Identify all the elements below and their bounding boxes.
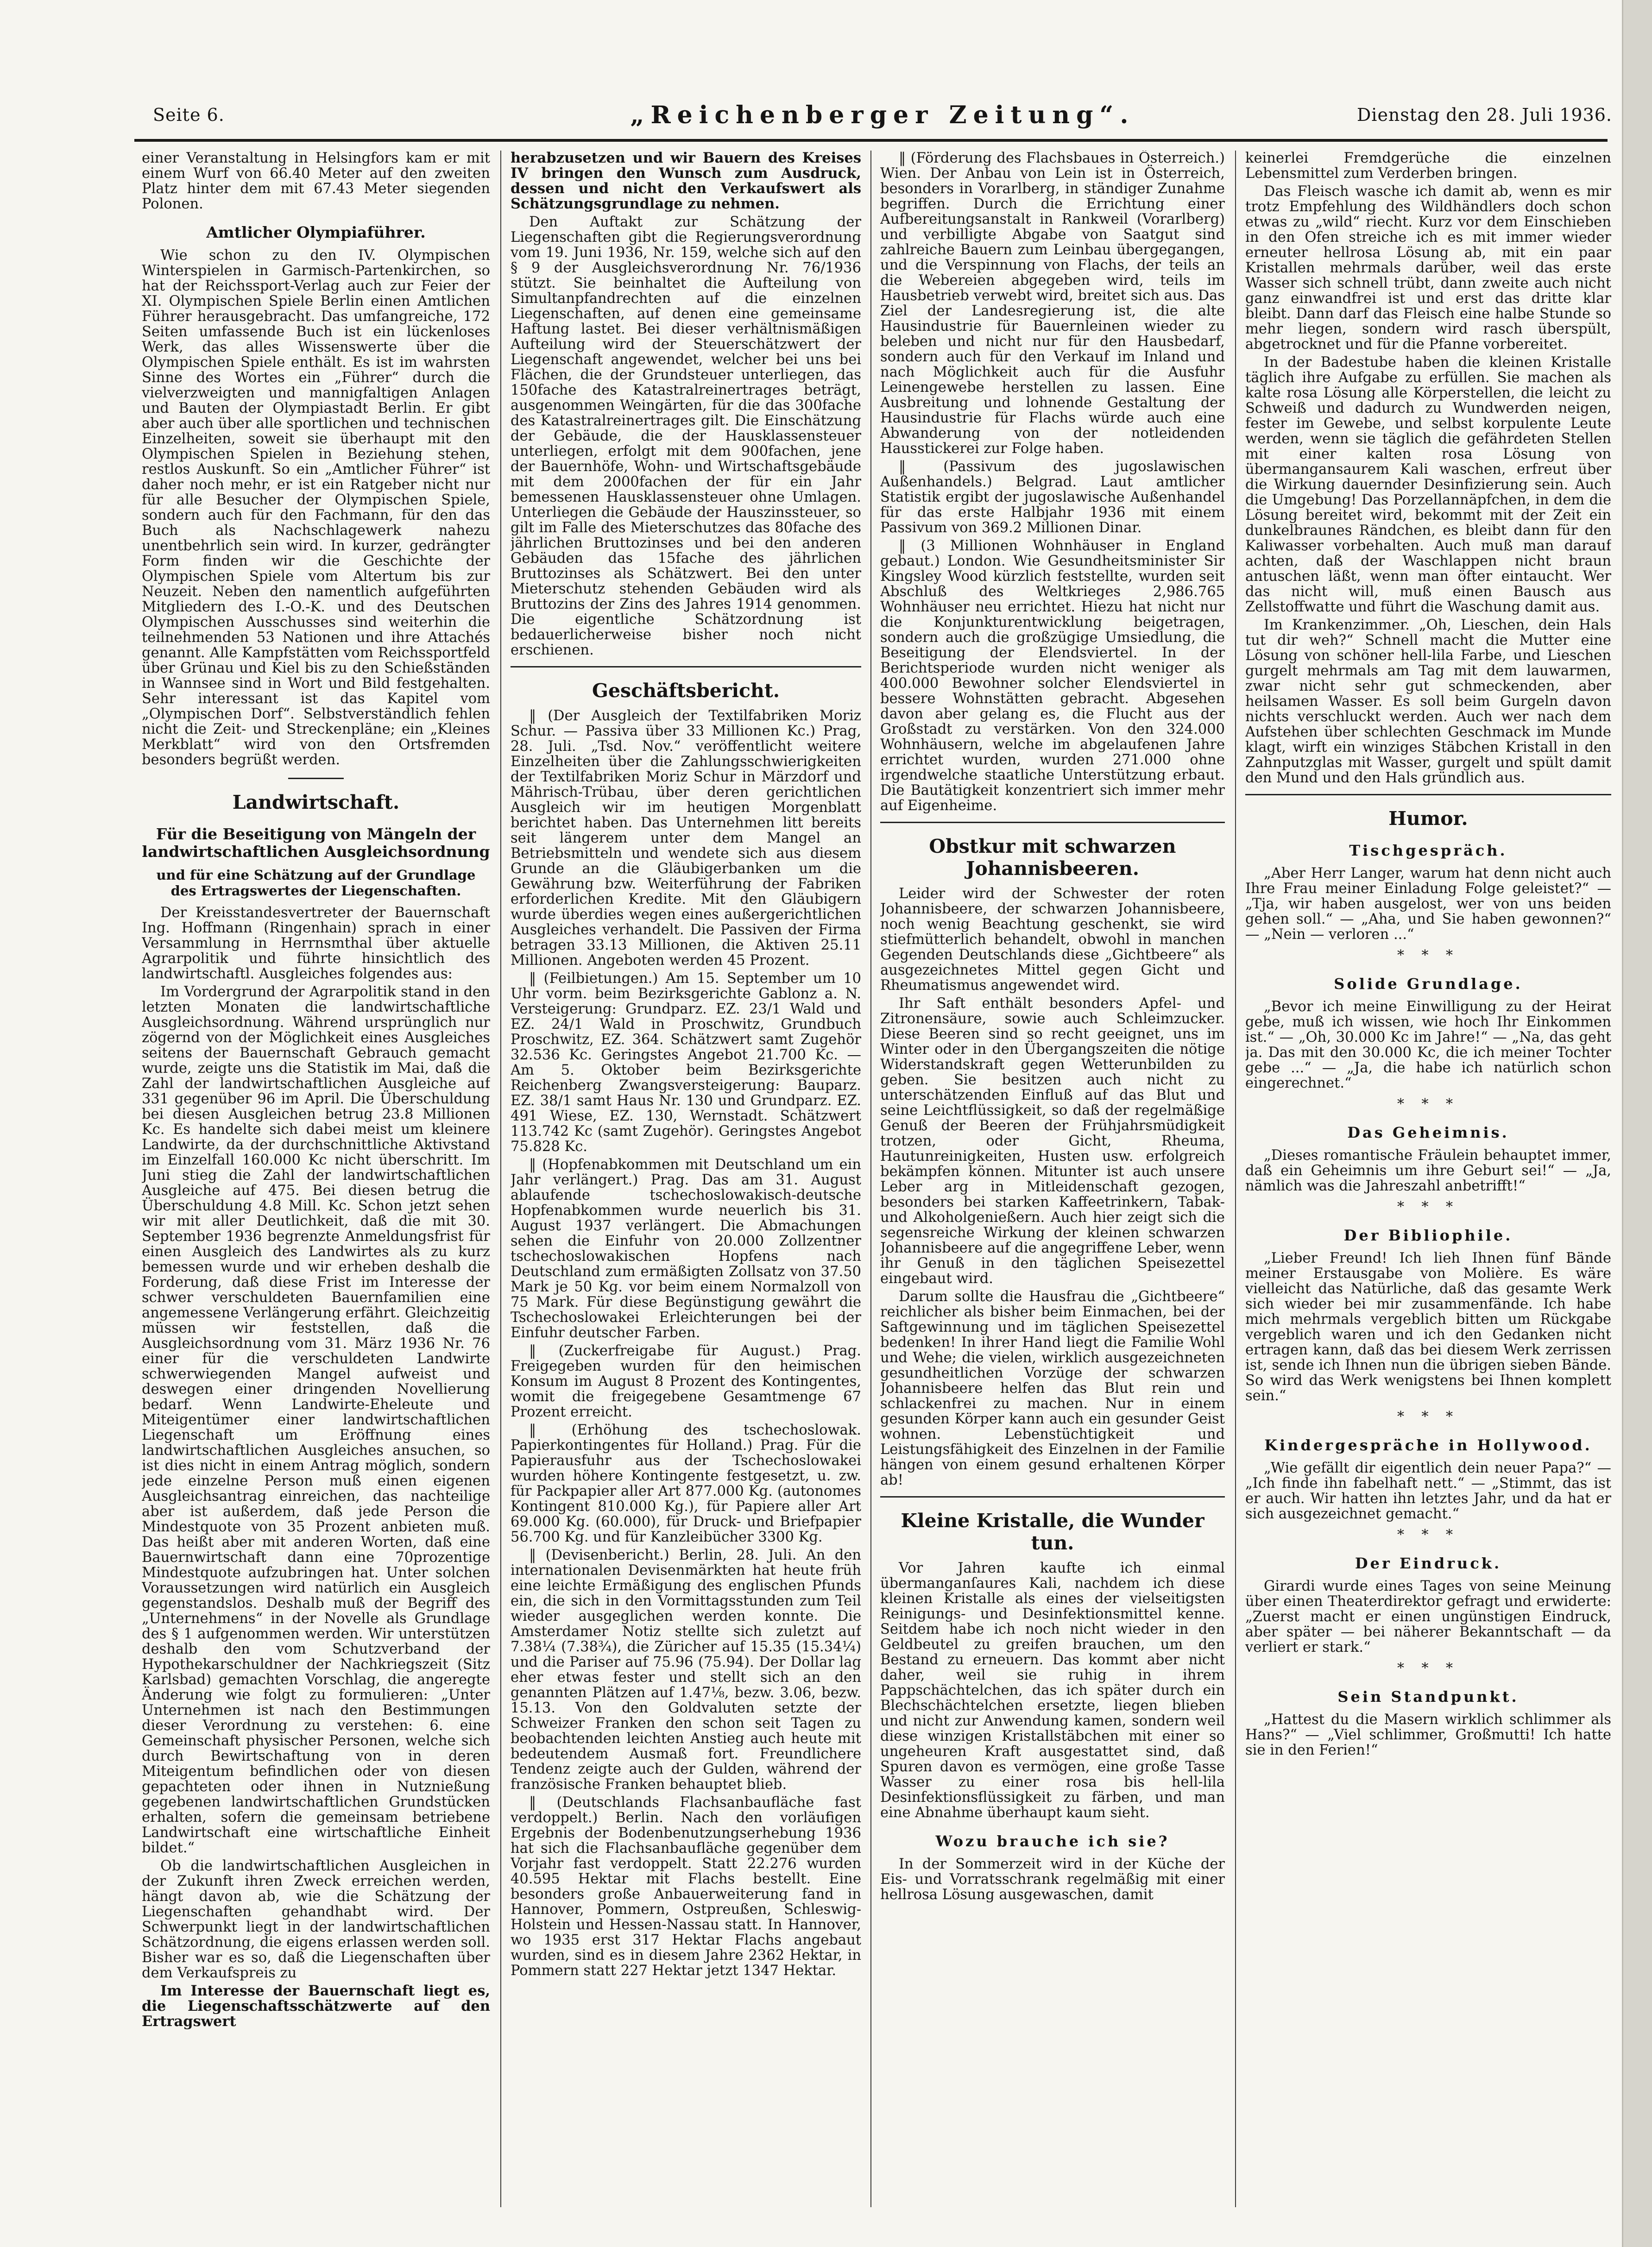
joke-text: „Bevor ich meine Einwilligung zu der Heirat gebe, muß ich wissen, wie hoch Ihr Einkommen ist.“ — „Oh, 30.000 Kc im Jahre!“ — „Na, das geht ja. Das mit den 30.000 Kc, die ich meiner Tochter gebe ...“ — „Ja, die habe ich natürlich schon eingerechnet.“ [1245,999,1611,1091]
headline-olympiafuehrer: Amtlicher Olympiaführer. [206,223,426,241]
headline-obstkur: Obstkur mit schwarzen Johannisbeeren. [929,835,1176,880]
newspaper-title: „Reichenberger Zeitung“. [630,101,1135,129]
business-item: ‖ (3 Millionen Wohnhäuser in England gebaut.) London. Wie Gesundheitsminister Sir Kingsley Wood kürzlich feststellte, wurden seit Abschluß des Weltkrieges 2,986.765 Wohnhäuser neu errichtet. Hiezu hat nicht nur die Konjunkturentwicklung beigetragen, sondern auch die großzügige Umsiedlung, die Beseitigung der Elendsviertel. In der Berichtsperiode wurden nicht weniger als 400.000 Bewohner solcher Elendsviertel in bessere Wohnstätten gebracht. Abgesehen davon aber gelang es, die Flucht aus der Großstadt zu verstärken. Von den 324.000 Wohnhäusern, welche im abgelaufenen Jahre errichtet wurden, wurden 271.000 ohne irgendwelche staatliche Unterstützung erbaut. Die Bautätigkeit konzentriert sich immer mehr auf Eigenheime. [880,538,1225,814]
joke-title: Kindergespräche in Hollywood. [1264,1436,1592,1454]
joke-text: Girardi wurde eines Tages von seine Meinung über einen Theaterdirektor gefragt und erwiderte: „Zuerst macht er einen ungünstigen Eindruck, aber später — bei näherer Bekanntschaft — da verliert er stark.“ [1245,1578,1611,1655]
column-4 [1245,151,1611,2207]
scan-margin-strip [1622,0,1652,2247]
article-text: Im Vordergrund der Agrarpolitik stand in den letzten Monaten die landwirtschaftliche Ausgleichsordnung. Während ursprünglich nur zögernd von der Möglichkeit eines Ausgleiches seitens der Bauernschaft Gebrauch gemacht wurde, zeigte uns die Statistik im Mai, daß die Zahl der landwirtschaftlichen Ausgleiche auf 331 gegenüber 96 im April. Die Überschuldung bei diesen Ausgleichen betrug 23.8 Millionen Kc. Es handelte sich dabei meist um kleinere Landwirte, da der durchschnittliche Aktivstand im Einzelfall 160.000 Kc nicht überschritt. Im Juni stieg die Zahl der landwirtschaftlichen Ausgleiche auf 475. Bei diesen betrug die Überschuldung 4.8 Mill. Kc. Schon jetzt sehen wir mit aller Deutlichkeit, daß die mit 30. September 1936 begrenzte Anmeldungsfrist für einen Ausgleich des Landwirtes als zu kurz bemessen wurde und wir erheben deshalb die Forderung, daß diese Frist im Interesse der schwer verschuldeten Bauernfamilien eine angemessene Verlängerung erfährt. Gleichzeitig müssen wir feststellen, daß die Ausgleichsordnung vom 31. März 1936 Nr. 76 einer für die verschuldeten Landwirte schwerwiegenden Mangel aufweist und deswegen einer dringenden Novellierung bedarf. Wenn Landwirte-Eheleute und Miteigentümer einer landwirtschaftlichen Liegenschaft um Eröffnung eines landwirtschaftlichen Ausgleiches ansuchen, so ist dies nicht in einem Antrag möglich, sondern jede einzelne Person muß einen eigenen Ausgleichsantrag einreichen, das nachteilige aber ist außerdem, daß jede Person die Mindestquote von 35 Prozent anbieten muß. Das heißt aber mit anderen Worten, daß eine Bauernwirtschaft dann eine 70prozentige Mindestquote aufzubringen hat. Unter solchen Voraussetzungen wird natürlich ein Ausgleich gegenstandslos. Deshalb muß der Begriff des „Unternehmens“ in der Novelle als Grundlage des § 1 aufgenommen werden. Wir unterstützen deshalb den vom Schutzverband der Hypothekarschuldner der Nachkriegszeit (Sitz Karlsbad) gemachten Vorschlag, die angeregte Änderung wie folgt zu formulieren: „Unter Unternehmen ist nach den Bestimmungen dieser Verordnung zu verstehen: 6. eine Gemeinschaft physischer Personen, welche sich durch Bewirtschaftung von in deren Miteigentum befindlichen oder von diesen gepachteten oder ihnen in Nutznießung gegebenen landwirtschaftlichen Grundstücken erhalten, sofern die gemeinsam betriebene Landwirtschaft eine wirtschaftliche Einheit bildet.“ [142,984,490,1856]
article-end-rule [511,666,861,667]
business-item: ‖ (Zuckerfreigabe für August.) Prag. Freigegeben wurden für den heimischen Konsum im August 8 Prozent des Kontingentes, womit die freigegebene Gesamtmenge 67 Prozent erreicht. [511,1343,861,1420]
column-divider [1235,151,1236,2207]
article-text: Der Kreisstandesvertreter der Bauernschaft Ing. Hoffmann (Ringenhain) sprach in einer Versammlung in Herrnsmthal über aktuelle Agrarpolitik und führte hinsichtlich des landwirtschaftl. Ausgleiches folgendes aus: [142,905,490,982]
article-text: In der Sommerzeit wird in der Küche der Eis- und Vorratsschrank regelmäßig mit einer hellrosa Lösung ausgewaschen, damit [880,1856,1225,1903]
joke-title: Der Eindruck. [1355,1555,1502,1572]
section-heading-geschaeftsbericht: Geschäftsbericht. [592,680,780,702]
article-text-bold: Im Interesse der Bauernschaft liegt es, die Liegenschaftsschätzwerte auf den Ertragswert [142,1983,490,2030]
article-text: Ihr Saft enthält besonders Apfel- und Zitronensäure, sowie auch Schleimzucker. Diese Beeren sind so recht geeignet, uns im Winter oder in den Übergangszeiten die nötige Widerstandskraft gegen Wetterunbilden zu geben. Sie besitzen auch nicht zu unterschätzenden Einfluß auf das Blut und seine Leichtflüssigkeit, so daß der regelmäßige Genuß der Beeren der Frühjahrsmüdigkeit trotzen, oder Gicht, Rheuma, Hautunreinigkeiten, Husten usw. erfolgreich bekämpfen können. Mitunter ist auch unsere Leber arg in Mitleidenschaft gezogen, besonders bei starken Kaffeetrinkern, Tabak- und Alkoholgenießern. Auch hier zeigt sich die segensreiche Wirkung der kleinen schwarzen Johannisbeere auf die angegriffene Leber, wenn ihr Genuß in den täglichen Speisezettel eingebaut wird. [880,995,1225,1287]
header-rule [134,139,1608,142]
joke-text: „Wie gefällt dir eigentlich dein neuer Papa?“ — „Ich finde ihn fabelhaft nett.“ — „Stimmt, das ist er auch. Wir hatten ihn letztes Jahr, und da hat er sich ausgezeichnet gemacht.“ [1245,1460,1611,1522]
article-text: keinerlei Fremdgerüche die einzelnen Lebensmittel zum Verderben bringen. [1245,151,1611,182]
joke-text: „Aber Herr Langer, warum hat denn nicht auch Ihre Frau meiner Einladung Folge geleistet?“ — „Tja, wir haben ausgelost, wer von uns beiden gehen soll.“ — „Aha, und Sie haben gewonnen?“ — „Nein — verloren ...“ [1245,865,1611,943]
headline-ausgleichsordnung: Für die Beseitigung von Mängeln der landwirtschaftlichen Ausgleichsordnung [142,825,490,861]
issue-date: Dienstag den 28. Juli 1936. [1356,105,1612,125]
joke-title: Solide Grundlage. [1334,975,1523,993]
business-item: ‖ (Hopfenabkommen mit Deutschland um ein Jahr verlängert.) Prag. Das am 31. August ablaufende tschechoslowakisch-deutsche Hopfenabkommen wurde neuerlich bis 31. August 1937 verlängert. Die Abmachungen sehen die Einfuhr von 20.000 Zollzentner tschechoslowakischen Hopfens nach Deutschland zum ermäßigten Zollsatz von 37.50 Mark je 50 Kg. vor beim einem Normalzoll von 75 Mark. Für diese Begünstigung gewährt die Tschechoslowakei Erleichterungen bei der Einfuhr deutscher Farben. [511,1157,861,1341]
article-end-rule [1245,794,1611,795]
section-separator [288,778,344,779]
column-1 [142,151,490,2207]
page-number: Seite 6. [153,105,225,125]
separator-stars: * * * [1397,1199,1460,1215]
separator-stars: * * * [1397,947,1460,963]
masthead [153,101,1612,139]
joke-title: Der Bibliophile. [1343,1227,1513,1244]
business-item: ‖ (Deutschlands Flachsanbaufläche fast verdoppelt.) Berlin. Nach den vorläufigen Ergebnis der Bodenbenutzungserhebung 1936 hat sich die Flachsanbaufläche gegenüber dem Vorjahr fast verdoppelt. Statt 22.276 wurden 40.595 Hektar mit Flachs bestellt. Eine besonders große Anbauerweiterung fand in Hannover, Pommern, Ostpreußen, Schleswig-Holstein und Hessen-Nassau statt. In Hannover, wo 1935 erst 317 Hektar Flachs angebaut wurden, sind es in diesem Jahre 2362 Hektar, in Pommern statt 227 Hektar jetzt 1347 Hektar. [511,1794,861,1979]
article-text: Ob die landwirtschaftlichen Ausgleichen in der Zukunft ihren Zweck erreichen werden, hängt davon ab, wie die Schätzung der Liegenschaften gehandhabt wird. Der Schwerpunkt liegt in der landwirtschaftlichen Schätzordnung, die eigens erlassen werden soll. Bisher war es so, daß die Liegenschaften über dem Verkaufspreis zu [142,1858,490,1981]
article-text: Im Krankenzimmer. „Oh, Lieschen, dein Hals tut dir weh?“ Schnell macht die Mutter eine Lösung von schöner hell-lila Farbe, und Lieschen gurgelt mehrmals am Tag mit dem lauwarmen, zwar nicht sehr gut schmeckenden, aber heilsamen Wasser. Es soll beim Gurgeln davon nichts verschluckt werden. Auch wer nach dem Aufstehen über schlechten Geschmack im Munde klagt, wirft ein winziges Stäbchen Kristall in den Zahnputzglas mit Wasser, gurgelt und spült damit den Mund und den Hals gründlich aus. [1245,617,1611,786]
section-heading-humor: Humor. [1388,807,1468,830]
joke-text: „Dieses romantische Fräulein behauptet immer, daß ein Geheimnis um ihre Geburt sei!“ — „Ja, nämlich was die Jahreszahl anbetrifft!“ [1245,1147,1611,1194]
article-text: Vor Jahren kaufte ich einmal übermanganſaures Kali, nachdem ich diese kleinen Kristalle als eines der vielseitigsten Reinigungs- und Desinfektionsmittel kenne. Seitdem habe ich noch nicht wieder in den Geldbeutel zu greifen brauchen, um den Bestand zu erneuern. Das kommt aber nicht daher, weil sie ruhig in ihrem Pappschächtelchen, das ich später durch ein Blechschächtelchen ersetzte, liegen blieben und nicht zur Anwendung kamen, sondern weil diese winzigen Kristallstäbchen mit einer so ungeheuren Kraft ausgestattet sind, daß Spuren davon es vermögen, eine große Tasse Wasser zu einer rosa bis hell-lila Desinfektionsflüssigkeit zu färben, und man eine Abnahme überhaupt kaum sieht. [880,1560,1225,1821]
subheading-wozu: Wozu brauche ich sie? [935,1832,1170,1850]
separator-stars: * * * [1397,1096,1460,1112]
column-2 [511,151,861,2207]
business-item: ‖ (Förderung des Flachsbaues in Österreich.) Wien. Der Anbau von Lein ist in Österreich, besonders in Vorarlberg, in ständiger Zunahme begriffen. Durch die Errichtung einer Aufbereitungsanstalt in Rankweil (Vorarlberg) und verbilligte Abgabe von Saatgut sind zahlreiche Bauern zum Leinbau übergegangen, und die Verspinnung von Flachs, der teils an die Webereien abgegeben wird, teils im Hausbetrieb verwebt wird, breitet sich aus. Das Ziel der Landesregierung ist, die alte Hausindustrie für Bauernleinen wieder zu beleben und nicht nur für den Hausbedarf, sondern auch für den Verkauf im Inland und nach Möglichkeit auch für die Ausfuhr Leinengewebe herstellen zu lassen. Eine Ausbreitung und lohnende Gestaltung der Hausindustrie für Flachs würde auch eine Abwanderung von der notleidenden Hausstickerei zur Folge haben. [880,151,1225,457]
article-text: Das Fleisch wasche ich damit ab, wenn es mir trotz Empfehlung des Wildhändlers doch schon etwas zu „wild“ riecht. Kurz vor dem Einschieben in den Ofen streiche ich es mit immer wieder erneuter hellrosa Lösung ab, mit ein paar Kristallen mehrmals darüber, weil das erste Wasser sich schnell trübt, dann zweite auch nicht ganz einwandfrei ist und erst das dritte klar bleibt. Dann darf das Fleisch eine halbe Stunde so mehr liegen, sondern wird rasch überspült, abgetrocknet und für die Pfanne vorbereitet. [1245,183,1611,352]
article-text: Darum sollte die Hausfrau die „Gichtbeere“ reichlicher als bisher beim Einmachen, bei der Saftgewinnung und im täglichen Speisezettel bedenken! In ihrer Hand liegt die Familie Wohl und Wehe; die vielen, wirklich ausgezeichneten gesundheitlichen Vorzüge der schwarzen Johannisbeere helfen das Blut rein und schlackenfrei zu machen. Nur in einem gesunden Körper kann auch ein gesunder Geist wohnen. Lebenstüchtigkeit und Leistungsfähigkeit des Einzelnen in der Familie hängen von einem gesund erhaltenen Körper ab! [880,1289,1225,1488]
joke-title: Sein Standpunkt. [1337,1688,1519,1706]
column-3 [880,151,1225,2207]
article-text: Den Auftakt zur Schätzung der Liegenschaften gibt die Regierungsverordnung vom 19. Juni 1936, Nr. 159, welche sich auf den § 9 der Ausgleichsverordnung Nr. 76/1936 stützt. Sie beinhaltet die Aufteilung von Simultanpfandrechten auf die einzelnen Liegenschaften, auf denen eine gemeinsame Haftung lastet. Bei dieser verhältnismäßigen Aufteilung wird der Steuerschätzwert der Liegenschaft angewendet, welcher bei uns bei Flächen, die der Grundsteuer unterliegen, das 150fache des Katastralreinertrages beträgt, ausgenommen Weingärten, für die das 300fache des Katastralreinertrages gilt. Die Einschätzung der Gebäude, die der Hausklassensteuer unterliegen, erfolgt mit dem 900fachen, jene der Bauernhöfe, Wohn- und Wirtschaftsgebäude mit dem 2000fachen der für ein Jahr bemessenen Hausklassensteuer ohne Umlagen. Unterliegen die Gebäude der Hauszinssteuer, so gilt im Falle des Mieterschutzes das 80fache des jährlichen Bruttozinses und bei den anderen Gebäuden das 15fache des jährlichen Bruttozinses als Schätzwert. Bei den unter Mieterschutz stehenden Gebäuden wird als Bruttozins der Zins des Jahres 1914 genommen. Die eigentliche Schätzordnung ist bedauerlicherweise bisher noch nicht erschienen. [511,214,861,658]
article-text: In der Badestube haben die kleinen Kristalle täglich ihre Aufgabe zu erfüllen. Sie machen als kalte rosa Lösung alle Körperstellen, die leicht zu Schweiß und dadurch zu Wundwerden neigen, fester im Gewebe, und selbst korpulente Leute werden, wenn sie täglich die gefährdeten Stellen mit einer kalten rosa Lösung von übermangansaurem Kali waschen, erfreut über die Wirkung dauernder Desinfizierung sein. Auch die Umgebung! Das Porzellannäpfchen, in dem die Lösung bereitet wird, bekommt mit der Zeit ein dunkelbraunes Rändchen, es bleibt dann für den Kaliwasser vorbehalten. Auch muß man darauf achten, daß der Waschlappen nicht braun antuschen läßt, wenn man öfter eintaucht. Wer das nicht will, muß einen Bausch aus Zellstoffwatte und führt die Waschung damit aus. [1245,354,1611,615]
business-item: ‖ (Der Ausgleich der Textilfabriken Moriz Schur. — Passiva über 33 Millionen Kc.) Prag, 28. Juli. „Tsd. Nov.“ veröffentlicht weitere Einzelheiten über die Zahlungsschwierigkeiten der Textilfabriken Moriz Schur in Märzdorf und Mährisch-Trübau, über deren gerichtlichen Ausgleich wir im heutigen Morgenblatt berichtet haben. Das Unternehmen litt bereits seit längerem unter dem Mangel an Betriebsmitteln und wendete sich aus diesem Grunde an die Gläubigerbanken um die Gewährung bzw. Weiterführung der Fabriken erforderlichen Kredite. Mit den Gläubigern wurde überdies wegen eines außergerichtlichen Ausgleiches verhandelt. Die Passiven der Firma betragen 33.13 Millionen, die Aktiven 25.11 Millionen. Angeboten werden 45 Prozent. [511,708,861,969]
joke-text: „Hattest du die Masern wirklich schlimmer als Hans?“ — „Viel schlimmer, Großmutti! Ich hatte sie in den Ferien!“ [1245,1712,1611,1758]
business-item: ‖ (Devisenbericht.) Berlin, 28. Juli. An den internationalen Devisenmärkten hat heute früh eine leichte Ermäßigung des englischen Pfunds ein, die sich in den Vormittagsstunden zum Teil wieder ausgeglichen werden konnte. Die Amsterdamer Notiz stellte sich zuletzt auf 7.38¼ (7.38¾), die Züricher auf 15.35 (15.34¼) und die Pariser auf 75.96 (75.94). Der Dollar lag eher etwas fester und stellt sich an den genannten Plätzen auf 1.47⅛, bezw. 3.06, bezw. 15.13. Von den Goldvaluten setzte der Schweizer Franken den schon seit Tagen zu beobachtenden leichten Anstieg auch heute mit bedeutendem Ausmaß fort. Freundlichere Tendenz zeigte auch der Gulden, während der französische Franken behauptet blieb. [511,1547,861,1793]
column-divider [870,151,871,2207]
article-text: Wie schon zu den IV. Olympischen Winterspielen in Garmisch-Partenkirchen, so hat der Reichssport-Verlag auch zur Feier der XI. Olympischen Spiele Berlin einen Amtlichen Führer herausgebracht. Das umfangreiche, 172 Seiten umfassende Buch ist ein lückenloses Werk, das alles Wissenswerte über die Olympischen Spiele enthält. Es ist im wahrsten Sinne des Wortes ein „Führer“ durch die vielverzweigten und mannigfaltigen Anlagen und Bauten der Olympiastadt Berlin. Er gibt aber auch über alle sportlichen und technischen Einzelheiten, soweit sie überhaupt mit den Olympischen Spielen in Beziehung stehen, restlos Auskunft. So ein „Amtlicher Führer“ ist daher noch mehr, er ist ein Ratgeber nicht nur für alle Besucher der Olympischen Spiele, sondern auch für den Fachmann, für den das Buch als Nachschlagewerk nahezu unentbehrlich sein wird. In kurzer, gedrängter Form finden wir die Geschichte der Olympischen Spiele vom Altertum bis zur Neuzeit. Neben den namentlich aufgeführten Mitgliedern des I.-O.-K. und des Deutschen Olympischen Ausschusses sind weiterhin die teilnehmenden 53 Nationen und ihre Attachés genannt. Alle Kampfstätten vom Reichssportfeld über Grünau und Kiel bis zu den Schießständen in Wannsee sind in Wort und Bild festgehalten. Sehr interessant ist das Kapitel vom „Olympischen Dorf“. Selbstverständlich fehlen nicht die Zeit- und Streckenpläne; ein „Kleines Merkblatt“ wird von den Ortsfremden besonders begrüßt werden. [142,247,490,768]
article-end-rule [880,822,1225,823]
joke-text: „Lieber Freund! Ich lieh Ihnen fünf Bände meiner Erstausgabe von Molière. Es wäre vielleicht das Natürliche, daß das gesamte Werk sich wieder bei mir zusammenfände. Ich habe mich mehrmals vergeblich bitten um Rückgabe vergeblich waren und ich den Gedanken nicht ertragen kann, daß das bei diesem Werk zerrissen ist, sende ich Ihnen nun die übrigen sieben Bände. So wird das Werk wenigstens bei Ihnen komplett sein.“ [1245,1250,1611,1404]
article-text-bold: herabzusetzen und wir Bauern des Kreises IV bringen den Wunsch zum Ausdruck, dessen und nicht den Verkaufswert als Schätzungsgrundlage zu nehmen. [511,151,861,212]
headline-kristalle: Kleine Kristalle, die Wunder tun. [901,1510,1204,1554]
joke-title: Tischgespräch. [1349,842,1507,859]
article-end-rule [880,1496,1225,1498]
separator-stars: * * * [1397,1527,1460,1543]
column-divider [500,151,501,2207]
business-item: ‖ (Passivum des jugoslawischen Außenhandels.) Belgrad. Laut amtlicher Statistik ergibt der jugoslawische Außenhandel für das erste Halbjahr 1936 mit einem Passivum von 369.2 Millionen Dinar. [880,459,1225,536]
business-item: ‖ (Erhöhung des tschechoslowak. Papierkontingentes für Holland.) Prag. Für die Papierausfuhr aus der Tschechoslowakei wurden höhere Kontingente festgesetzt, u. zw. für Packpapier aller Art 877.000 Kg. (autonomes Kontingent 810.000 Kg.), für Papiere aller Art 69.000 Kg. (60.000), für Druck- und Briefpapier 56.700 Kg. und für Kanzleibücher 3300 Kg. [511,1422,861,1545]
joke-title: Das Geheimnis. [1347,1124,1509,1141]
article-text: einer Veranstaltung in Helsingfors kam er mit einem Wurf von 66.40 Meter auf den zweiten Platz hinter dem mit 67.43 Meter siegenden Polonen. [142,151,490,212]
separator-stars: * * * [1397,1409,1460,1425]
business-item: ‖ (Feilbietungen.) Am 15. September um 10 Uhr vorm. beim Bezirksgerichte Gablonz a. N. Versteigerung: Grundparz. EZ. 23/1 Wald und EZ. 24/1 Wald in Proschwitz, Grundbuch Proschwitz, EZ. 364. Schätzwert samt Zugehör 32.536 Kc. Geringstes Angebot 21.700 Kc. — Am 5. Oktober beim Bezirksgerichte Reichenberg Zwangsversteigerung: Bauparz. EZ. 38/1 samt Haus Nr. 130 und Grundparz. EZ. 491 Wiese, EZ. 130, Wernstadt. Schätzwert 113.742 Kc (samt Zugehör). Geringstes Angebot 75.828 Kc. [511,970,861,1155]
separator-stars: * * * [1397,1660,1460,1676]
article-text: Leider wird der Schwester der roten Johannisbeere, der schwarzen Johannisbeere, noch wenig Beachtung geschenkt, sie wird stiefmütterlich behandelt, obwohl in manchen Gegenden Deutschlands diese „Gichtbeere“ als ausgezeichnetes Mittel gegen Gicht und Rheumatismus angewendet wird. [880,886,1225,994]
section-heading-landwirtschaft: Landwirtschaft. [232,791,400,813]
subheadline: und für eine Schätzung auf der Grundlage des Ertragswertes der Liegenschaften. [156,867,476,899]
